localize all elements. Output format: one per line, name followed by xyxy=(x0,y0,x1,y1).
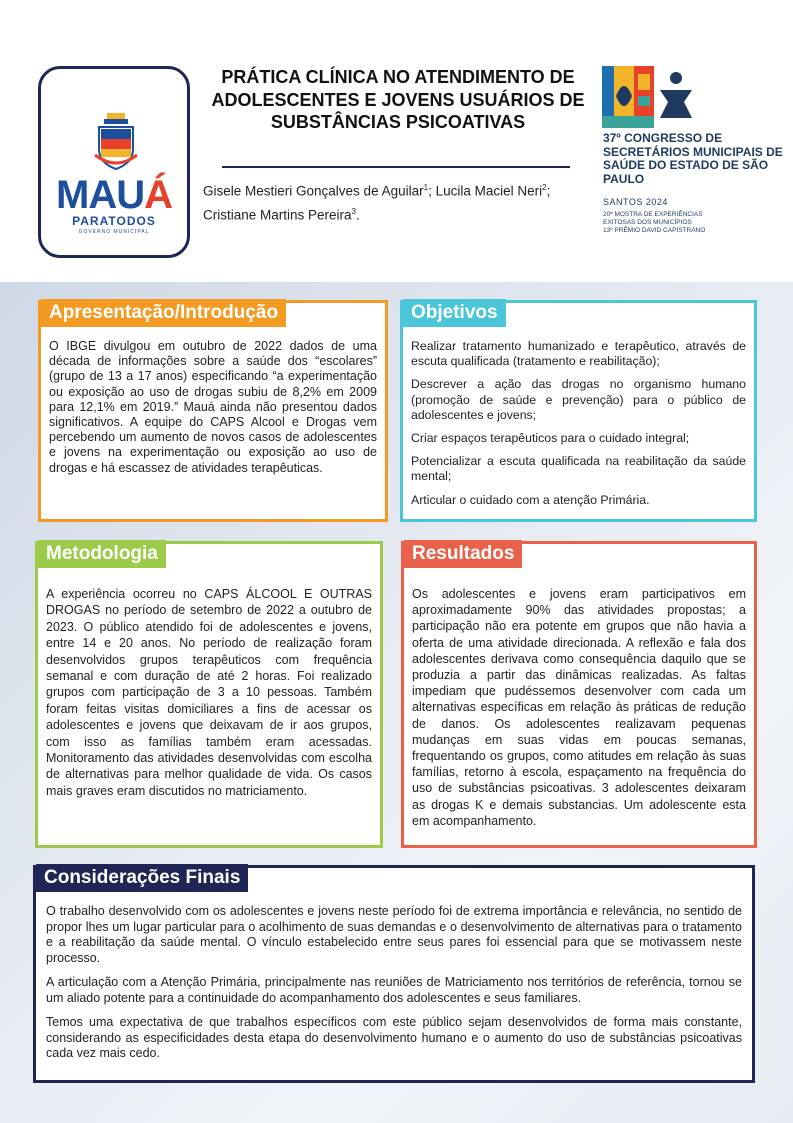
final-paragraph: Temos uma expectativa de que trabalhos específicos com este público sejam desenvolvidos de forma mais constante, considerando as especificidades desta etapa do desenvolvimento humano e o aumento do uso de substâncias psicoativas cada vez mais cedo. xyxy=(46,1015,742,1060)
maua-tagline: PARATODOS xyxy=(72,214,156,228)
author-2-sup: 2 xyxy=(542,183,547,192)
list-item: Articular o cuidado com a atenção Primária. xyxy=(411,492,650,507)
list-item: Potencializar a escuta qualificada na reabilitação da saúde mental; xyxy=(411,454,746,484)
intro-text: O IBGE divulgou em outubro de 2022 dados de uma década de informações sobre a saúde dos “escolares” (grupo de 13 a 17 anos) especificando “a experimentação ou exposição ao uso de drogas subiu de 8,2% em 2009 para 12,1% em 2019.” Mauá ainda não presentou dados significativos. A equipe do CAPS Alcool e Drogas vem percebendo um aumento de novos casos de adolescentes e jovens na experimentação ou exposição ao uso de drogas e há escassez de atividades terapêuticas. xyxy=(49,339,377,475)
section-final-considerations xyxy=(33,865,755,1083)
list-item: Realizar tratamento humanizado e terapêutico, através de escuta qualificada (tratamento e reabilitação); xyxy=(411,339,746,369)
final-paragraph: O trabalho desenvolvido com os adolescentes e jovens neste período foi de extrema importância e relevância, no sentido de propor lhes um lugar particular para o acolhimento de suas demandas e o desenvolvimento de alternativas para o tratamento e a reabilitação da saúde mental. O vínculo estabelecido entre seus pares foi essencial para que se motivassem neste processo. xyxy=(46,904,742,965)
section-heading: Objetivos xyxy=(403,299,506,327)
poster-title: PRÁTICA CLÍNICA NO ATENDIMENTO DE ADOLESCENTES E JOVENS USUÁRIOS DE SUBSTÂNCIAS PSICOATIVAS xyxy=(211,67,585,132)
maua-wordmark: MAUÁ xyxy=(56,173,172,217)
congress-title: 37º CONGRESSO DE SECRETÁRIOS MUNICIPAIS DE SAÚDE DO ESTADO DE SÃO PAULO xyxy=(603,131,783,186)
congress-detail-3: 13º PRÊMIO DAVID CAPISTRANO xyxy=(603,227,706,234)
author-1-sup: 1 xyxy=(423,183,429,192)
section-results xyxy=(401,541,757,848)
congress-city: SANTOS 2024 xyxy=(603,197,668,207)
list-item: Criar espaços terapêuticos para o cuidado integral; xyxy=(411,431,690,446)
authors-line xyxy=(203,178,598,225)
city-crest-icon xyxy=(93,111,139,173)
section-methodology xyxy=(35,541,383,848)
section-objectives xyxy=(400,300,757,522)
title-divider xyxy=(222,166,570,168)
results-text: Os adolescentes e jovens eram participativos em aproximadamente 90% das atividades propostas; a participação não era potente em grupos que não havia a oferta de uma atividade direcionada. A reflexão e fala dos adolescentes derivava como consequência daquilo que se produzia a partir das dinâmicas realizadas. As faltas impediam que pudéssemos desenvolver com cada um alternativas específicas em relação às práticas de redução de danos. Os adolescentes realizavam pequenas mudanças em suas vidas em poucas semanas, frequentando os grupos, como atitudes em relação às suas famílias, retorno à escola, espaçamento na frequência do uso de substâncias psicoativas. 3 adolescentes deixaram as drogas K e demais substancias. Um adolescente esta em acompanhamento. xyxy=(412,587,746,828)
methodology-text: A experiência ocorreu no CAPS ÁLCOOL E OUTRAS DROGAS no período de setembro de 2022 a outubro de 2023. O público atendido foi de adolescentes e jovens, entre 14 e 20 anos. No período de realização foram desenvolvidos grupos terapêuticos com frequência semanal e com duração de até 2 horas. Foi realizado grupos com participação de 3 a 10 pessoas. Também foram feitas visitas domiciliares a fins de acessar os adolescentes e jovens que deixavam de ir aos grupos, com isso as famílias também eram acessadas. Monitoramento das atividades desenvolvidas com escolha de alternativas para melhor qualidade de vida. Os casos mais graves eram discutidos no matriciamento. xyxy=(46,587,372,798)
list-item: Descrever a ação das drogas no organismo humano (promoção de saúde e prevenção) para o público de adolescentes e jovens; xyxy=(411,377,746,422)
authors-end: . xyxy=(356,207,360,222)
section-heading: Metodologia xyxy=(38,540,166,568)
section-body xyxy=(46,904,742,1071)
author-1: Gisele Mestieri Gonçalves de Aguilar xyxy=(203,183,424,199)
congress-details xyxy=(603,211,783,235)
congress-logo-icon xyxy=(602,66,698,128)
author-3: ; Cristiane Martins Pereira xyxy=(203,183,551,222)
congress-detail-1: 20ª MOSTRA DE EXPERIÊNCIAS xyxy=(603,211,703,218)
section-introduction xyxy=(38,300,388,522)
maua-subtitle: GOVERNO MUNICIPAL xyxy=(78,229,150,235)
maua-logo-card xyxy=(38,66,190,258)
section-heading: Considerações Finais xyxy=(36,864,248,892)
objectives-list xyxy=(411,339,746,516)
congress-detail-2: EXITOSAS DOS MUNICÍPIOS xyxy=(603,219,692,226)
final-paragraph: A articulação com a Atenção Primária, principalmente nas reuniões de Matriciamento nos territórios de referência, tornou se um aliado potente para a continuidade do acompanhamento dos adolescentes e seus familiares. xyxy=(46,975,742,1005)
section-heading: Apresentação/Introdução xyxy=(41,299,286,327)
section-body xyxy=(412,586,746,837)
section-body xyxy=(46,586,372,807)
section-heading: Resultados xyxy=(404,540,522,568)
poster-header xyxy=(0,0,793,282)
section-body xyxy=(49,339,377,484)
author-2: ; Lucila Maciel Neri xyxy=(428,183,543,199)
author-3-sup: 3 xyxy=(351,206,356,216)
wordmark-accent-letter: Á xyxy=(144,173,172,217)
